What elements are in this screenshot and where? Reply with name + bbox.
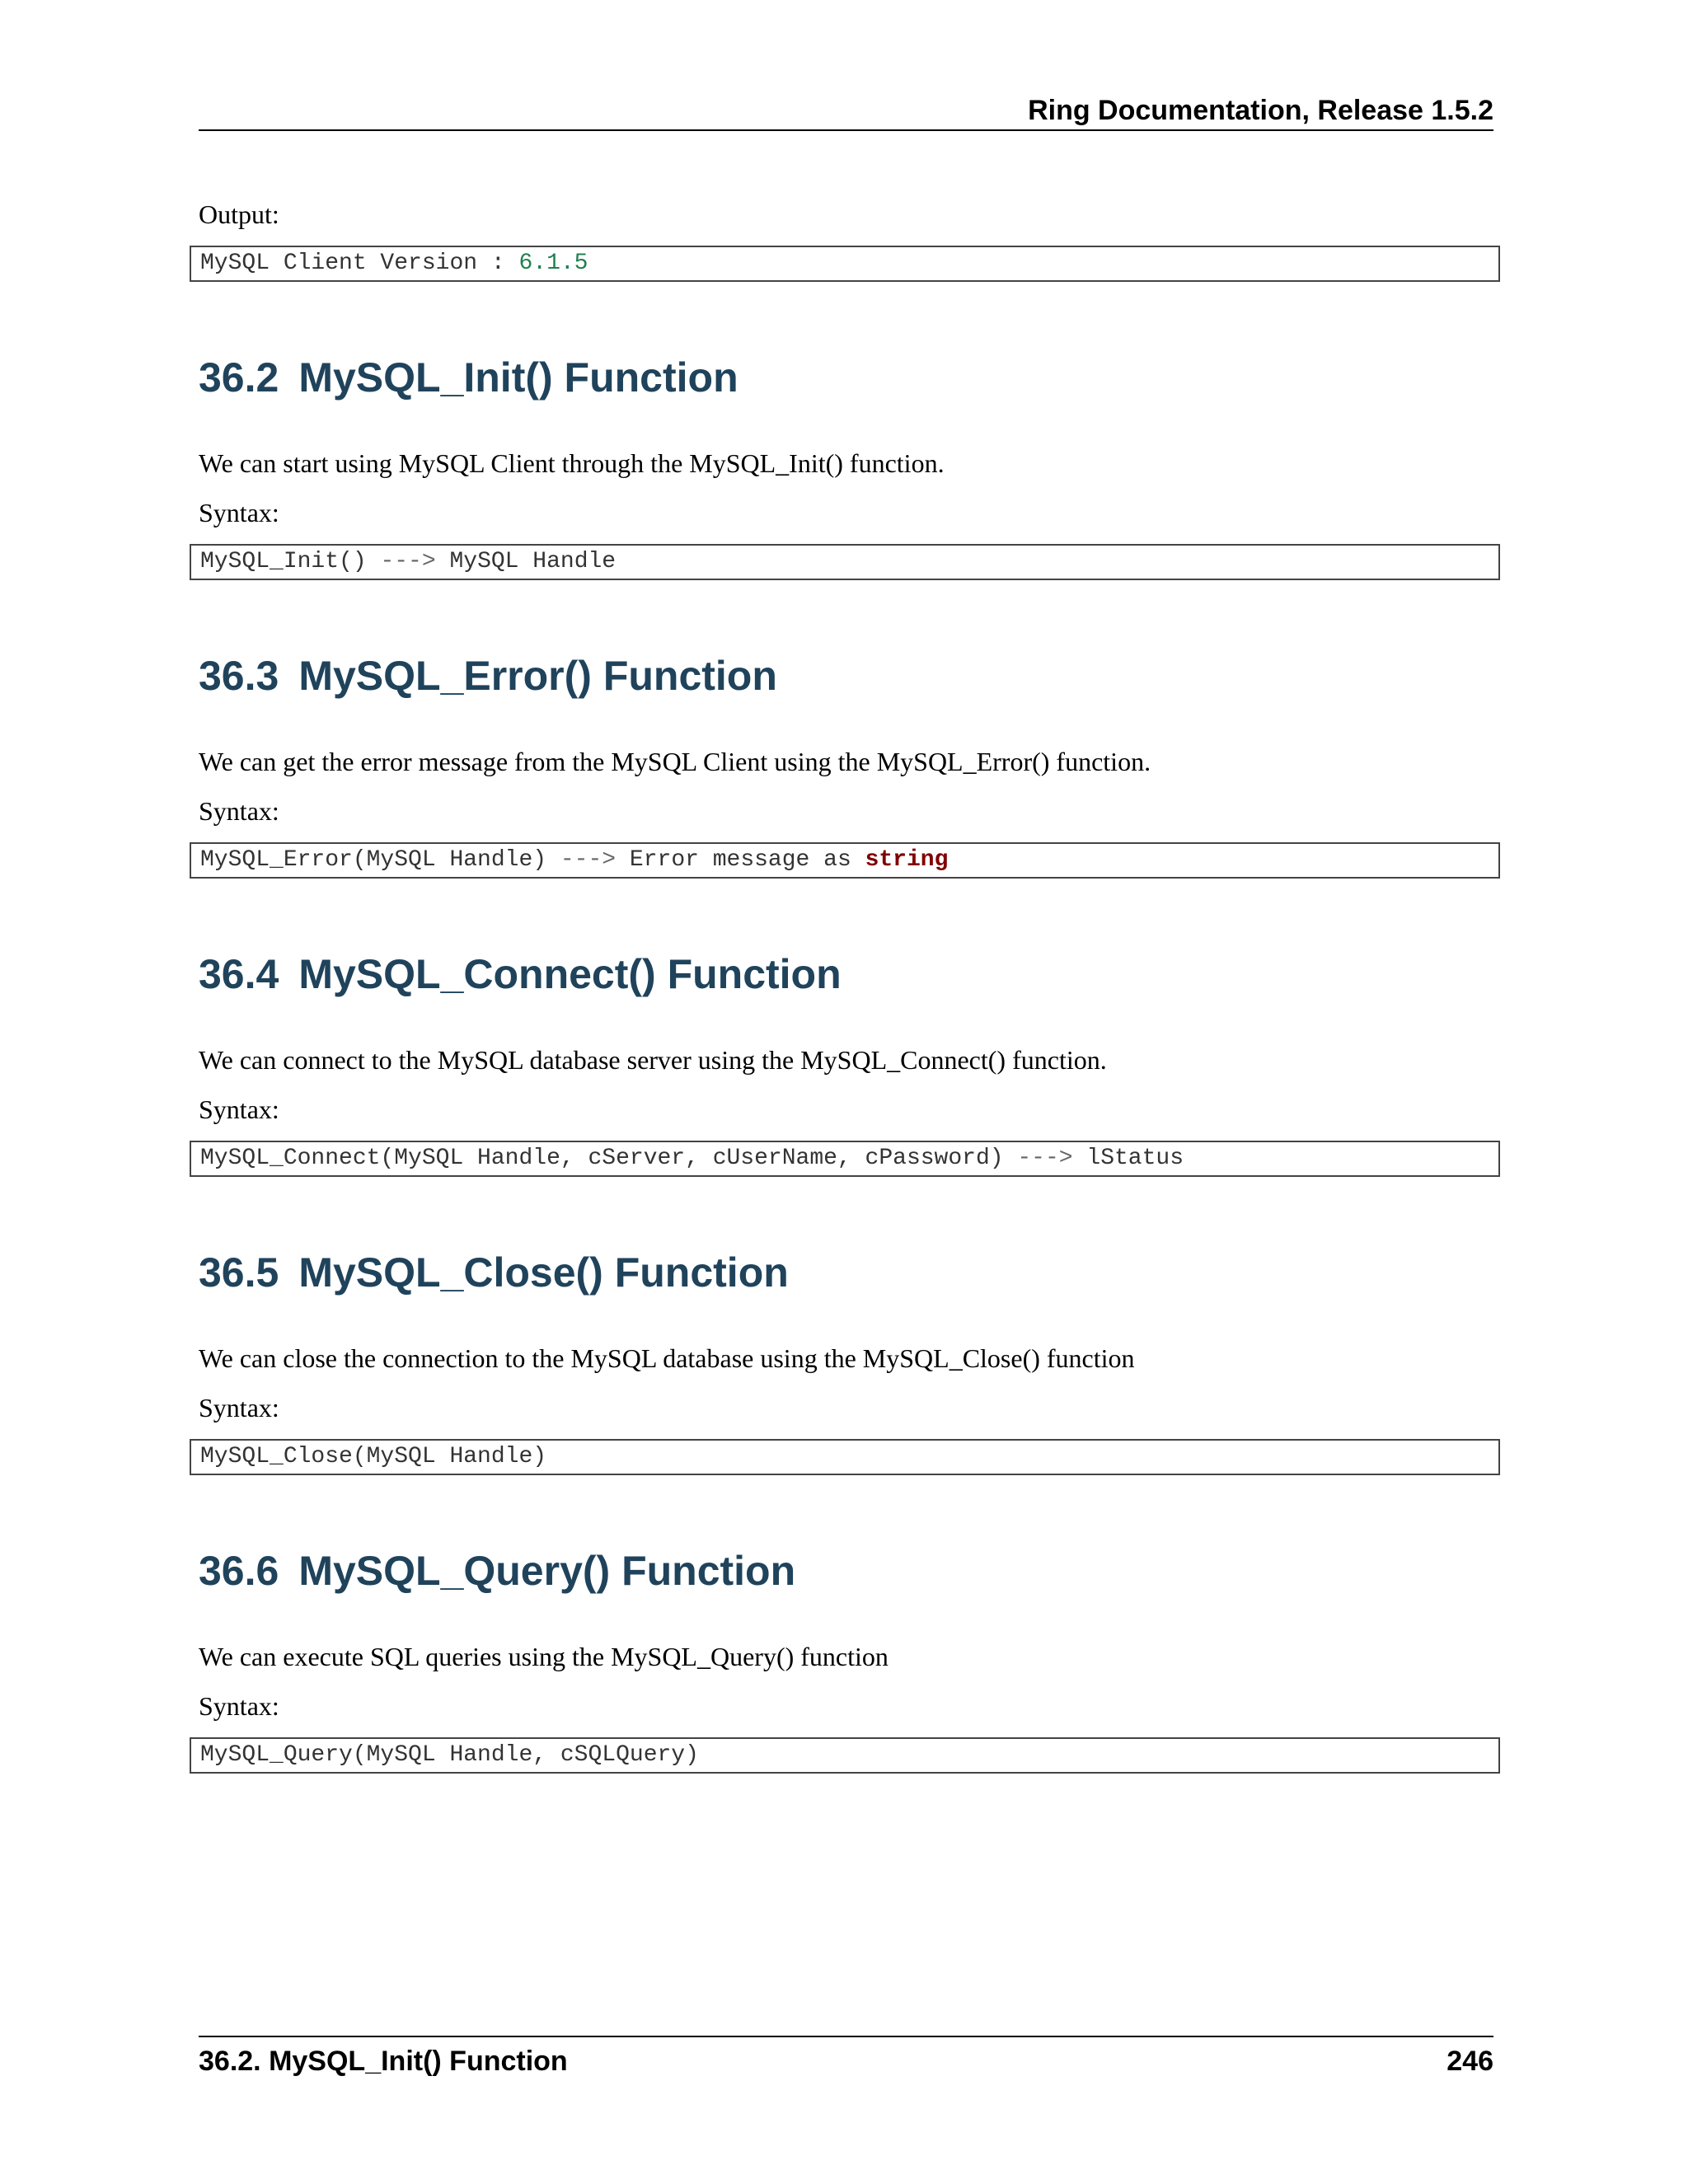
footer-divider: [199, 2036, 1493, 2037]
code-text: MySQL Client Version :: [200, 251, 519, 276]
code-return: lStatus: [1086, 1146, 1184, 1171]
code-call: MySQL_Query(MySQL Handle, cSQLQuery): [200, 1742, 699, 1768]
section-title-text: MySQL_Init() Function: [298, 354, 738, 401]
document-page: [199, 0, 1493, 2184]
section-heading: [199, 1544, 1493, 1638]
code-call: MySQL_Error(MySQL Handle): [200, 847, 547, 873]
syntax-label: Syntax:: [199, 498, 279, 527]
section-number: 36.5: [199, 1249, 279, 1296]
section-description: We can start using MySQL Client through the MySQL_Init() function.: [199, 448, 945, 478]
code-arrow: --->: [366, 549, 450, 574]
section-mysql-connect: [199, 948, 1493, 1177]
code-arrow: --->: [546, 847, 630, 873]
section-mysql-query: [199, 1544, 1493, 1774]
syntax-label: Syntax:: [199, 1691, 279, 1721]
header-divider: [199, 129, 1493, 131]
code-call: MySQL_Connect(MySQL Handle, cServer, cUserName, cPassword): [200, 1146, 1004, 1171]
section-heading: [199, 649, 1493, 743]
section-mysql-error: [199, 649, 1493, 879]
code-call: MySQL_Init(): [200, 549, 367, 574]
section-number: 36.2: [199, 354, 279, 401]
output-code-block: [190, 246, 1500, 282]
page-number: 246: [1447, 2046, 1493, 2077]
section-title-text: MySQL_Query() Function: [298, 1548, 796, 1594]
section-description: We can close the connection to the MySQL database using the MySQL_Close() function: [199, 1343, 1135, 1373]
section-description: We can get the error message from the MySQL Client using the MySQL_Error() function.: [199, 747, 1151, 776]
page-content: [199, 196, 1493, 1774]
code-return: Error message as: [629, 847, 865, 873]
syntax-label: Syntax:: [199, 1393, 279, 1422]
running-header: Ring Documentation, Release 1.5.2: [1028, 95, 1493, 126]
syntax-code-block: [190, 1141, 1500, 1177]
section-description: We can execute SQL queries using the MySQL_Query() function: [199, 1642, 889, 1671]
section-heading: [199, 948, 1493, 1042]
section-title-text: MySQL_Error() Function: [298, 653, 777, 699]
section-mysql-close: [199, 1246, 1493, 1475]
section-heading: [199, 1246, 1493, 1340]
code-keyword: string: [865, 847, 949, 873]
footer-section-title: 36.2. MySQL_Init() Function: [199, 2046, 568, 2077]
section-title-text: MySQL_Close() Function: [298, 1249, 789, 1296]
syntax-code-block: [190, 544, 1500, 580]
code-number: 6.1.5: [518, 251, 588, 276]
syntax-code-block: [190, 842, 1500, 879]
code-call: MySQL_Close(MySQL Handle): [200, 1444, 547, 1469]
syntax-label: Syntax:: [199, 796, 279, 826]
syntax-label: Syntax:: [199, 1094, 279, 1124]
section-number: 36.4: [199, 951, 279, 997]
output-label: Output:: [199, 199, 279, 229]
code-arrow: --->: [1003, 1146, 1087, 1171]
section-mysql-init: [199, 351, 1493, 580]
syntax-code-block: [190, 1439, 1500, 1475]
section-number: 36.6: [199, 1548, 279, 1594]
section-description: We can connect to the MySQL database server using the MySQL_Connect() function.: [199, 1045, 1107, 1075]
syntax-code-block: [190, 1737, 1500, 1774]
section-number: 36.3: [199, 653, 279, 699]
section-title-text: MySQL_Connect() Function: [298, 951, 842, 997]
section-heading: [199, 351, 1493, 445]
code-return: MySQL Handle: [449, 549, 617, 574]
